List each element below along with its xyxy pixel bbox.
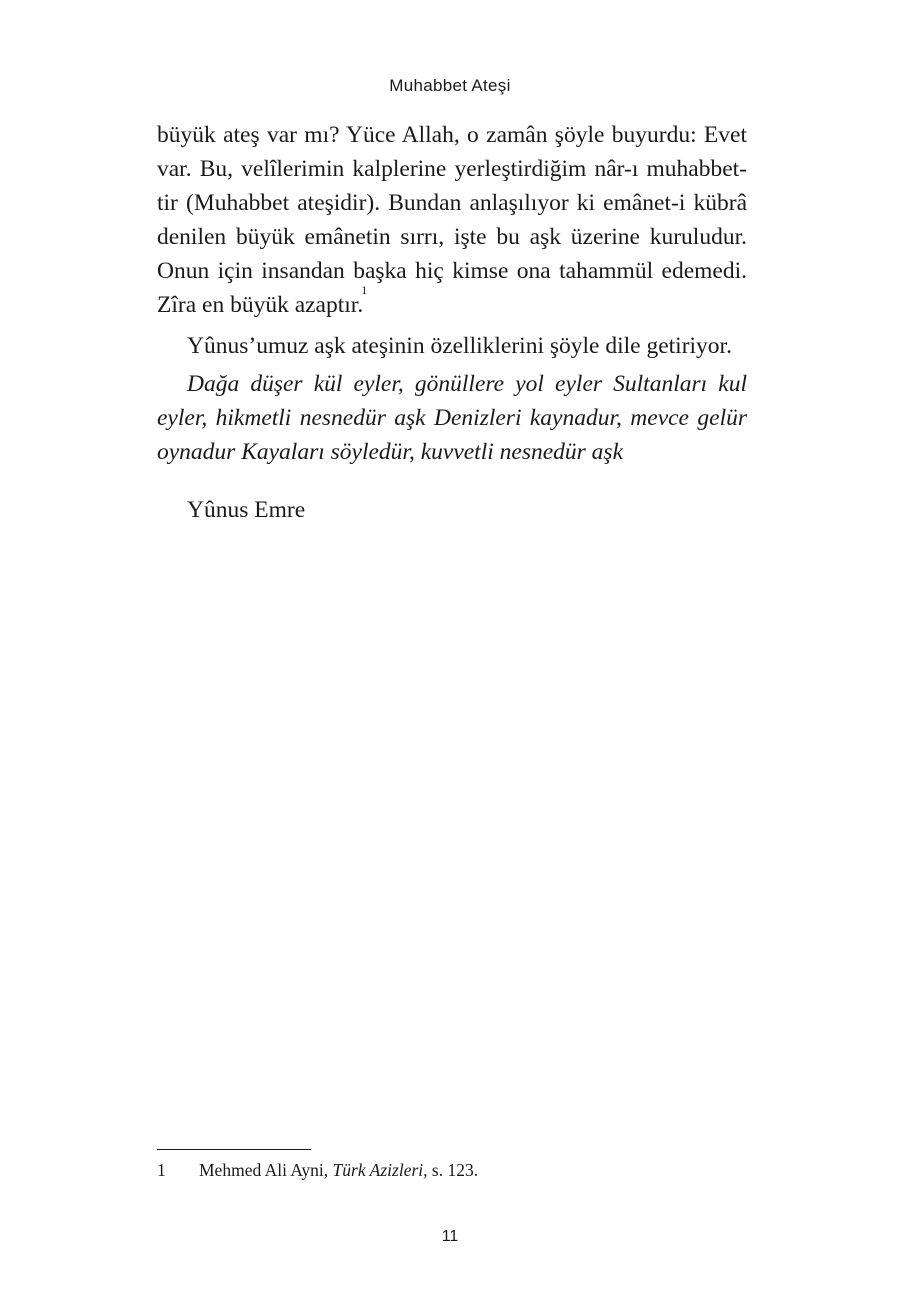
- footnote-number: 1: [157, 1160, 166, 1180]
- paragraph-2: Yûnus’umuz aşk ateşinin özelliklerini şöyle dile getiriyor.: [187, 333, 732, 359]
- footnote-reference: 1: [361, 283, 368, 297]
- footnote-page: s. 123.: [431, 1160, 479, 1180]
- paragraph-1-text: büyük ateş var mı? Yüce Allah, o zamân şöyle buyurdu: Evet var. Bu, velîlerimin kalplerine yerleştirdiğim nâr-ı muhabbet-tir (Muhabbet ateşidir). Bundan anlaşılıyor ki emânet-i kübrâ denilen büyük emânetin sırrı, işte bu aşk üzerine kuruludur. Onun için insandan başka hiç kimse ona tahammül edemedi. Zîra en büyük azaptır.: [157, 122, 747, 318]
- footnote-book-title: Türk Azizleri,: [332, 1160, 428, 1180]
- footnote: [157, 1158, 747, 1182]
- poem-quote: Dağa düşer kül eyler, gönüllere yol eyler Sultanları kul eyler, hikmetli nesnedür aşk Denizleri kaynadur, mevce gelür oynadur Kayaları söyledür, kuvvetli nesnedür aşk: [157, 371, 747, 465]
- quote-attribution: Yûnus Emre: [187, 496, 306, 523]
- footnote-divider: [157, 1149, 311, 1150]
- running-title: Muhabbet Ateşi: [389, 76, 511, 95]
- paragraph-1: [157, 118, 747, 325]
- page-number: 11: [441, 1228, 459, 1245]
- main-text: [157, 118, 747, 527]
- footnote-author: Mehmed Ali Ayni,: [199, 1160, 329, 1180]
